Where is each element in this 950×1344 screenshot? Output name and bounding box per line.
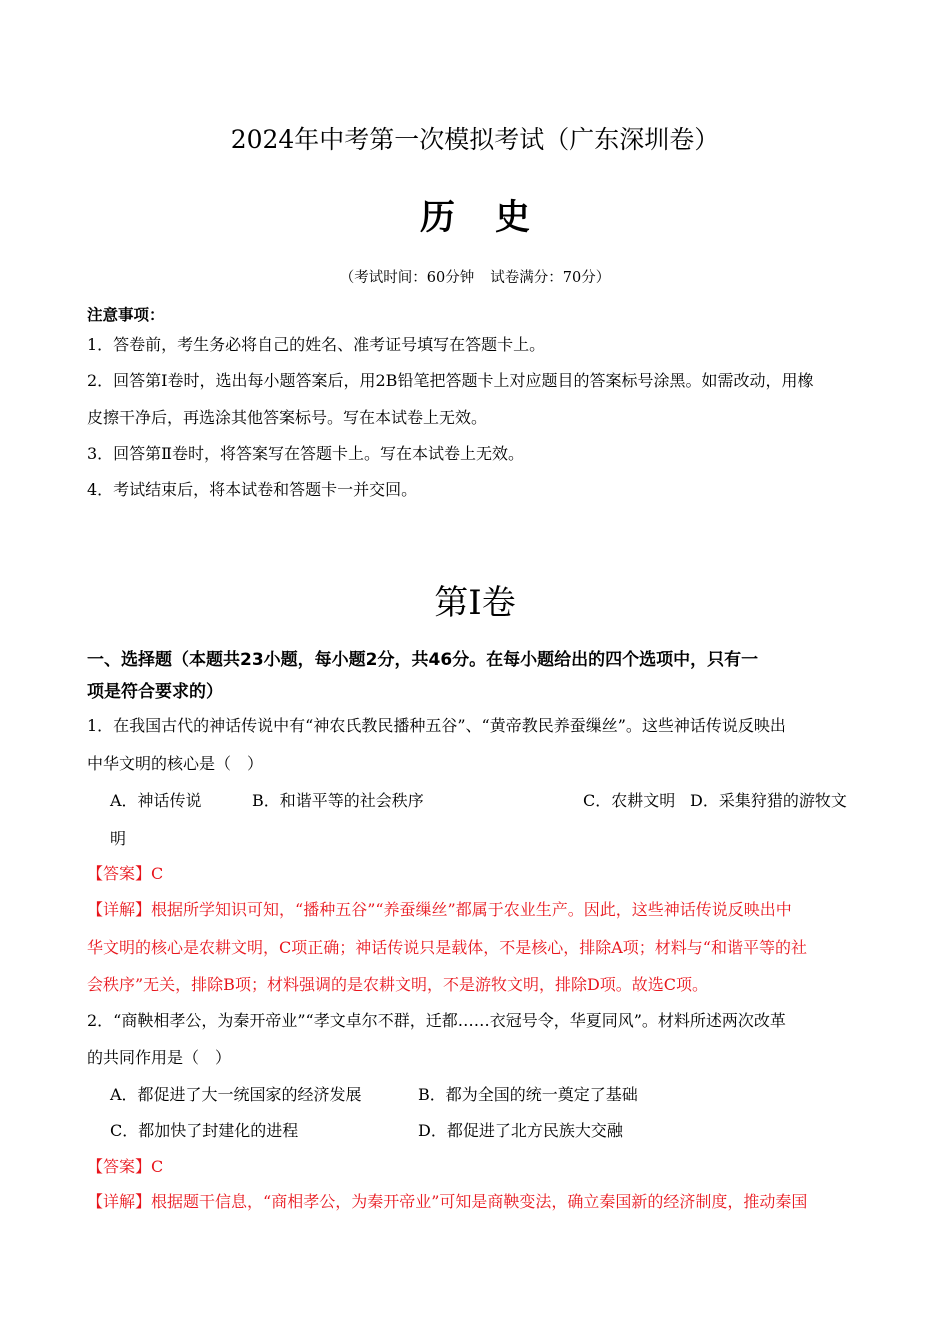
notice-item: 2．回答第Ⅰ卷时，选出每小题答案后，用2B铅笔把答题卡上对应题目的答案标号涂黑。如需改动，用橡 [87,371,814,390]
option-c: C．都加快了封建化的进程 [110,1121,299,1140]
question-stem-cont: 中华文明的核心是（ ） [87,754,264,773]
question-stem: 1．在我国古代的神话传说中有“神农氏教民播种五谷”、“黄帝教民养蚕缫丝”。这些神话传说反映出 [87,716,786,735]
answer-line [87,1156,163,1178]
option-a: A．神话传说 [110,791,202,810]
exam-score: 试卷满分：70分） [490,270,611,286]
explanation-label: 【详解】 [87,900,152,919]
option-d: D．采集狩猎的游牧文 [690,791,847,810]
explanation-label: 【详解】 [87,1192,152,1211]
option-d: D．都促进了北方民族大交融 [418,1121,623,1140]
notice-item: 1．答卷前，考生务必将自己的姓名、准考证号填写在答题卡上。 [87,335,546,354]
answer-value: C [151,1157,164,1176]
answer-value: C [151,864,164,883]
question-stem-cont: 的共同作用是（ ） [87,1048,232,1067]
exam-time: （考试时间：60分钟 [339,270,475,286]
option-d-cont: 明 [110,829,127,848]
section-heading: 一、选择题（本题共23小题，每小题2分，共46分。在每小题给出的四个选项中，只有一 [87,650,759,670]
explanation-line [87,1191,807,1213]
exam-info [0,268,950,288]
section-heading-cont: 项是符合要求的） [87,682,223,702]
explanation-text: 根据所学知识可知，“播种五谷”“养蚕缫丝”都属于农业生产。因此，这些神话传说反映出中 [151,900,792,919]
subject-title: 历史 [419,197,570,238]
option-a: A．都促进了大一统国家的经济发展 [110,1085,362,1104]
volume-title: 第Ⅰ卷 [434,583,516,623]
notice-item: 皮擦干净后，再选涂其他答案标号。写在本试卷上无效。 [87,408,488,427]
answer-label: 【答案】 [87,1157,152,1176]
explanation-text: 会秩序”无关，排除B项；材料强调的是农耕文明，不是游牧文明，排除D项。故选C项。 [87,975,709,994]
option-b: B．和谐平等的社会秩序 [252,791,424,810]
notice-heading: 注意事项： [87,306,165,324]
exam-title: 2024年中考第一次模拟考试（广东深圳卷） [230,125,720,154]
option-b: B．都为全国的统一奠定了基础 [418,1085,638,1104]
notice-item: 3．回答第Ⅱ卷时，将答案写在答题卡上。写在本试卷上无效。 [87,444,525,463]
answer-line [87,863,163,885]
explanation-line [87,899,792,921]
question-stem: 2．“商鞅相孝公，为秦开帝业”“孝文卓尔不群，迁都……衣冠号令，华夏同风”。材料所述两次改革 [87,1011,786,1030]
notice-item: 4．考试结束后，将本试卷和答题卡一并交回。 [87,480,418,499]
explanation-text: 根据题干信息，“商相孝公，为秦开帝业”可知是商鞅变法，确立秦国新的经济制度，推动秦国 [151,1192,808,1211]
answer-label: 【答案】 [87,864,152,883]
explanation-text: 华文明的核心是农耕文明，C项正确；神话传说只是载体，不是核心，排除A项；材料与“和谐平等的社 [87,938,807,957]
option-c: C．农耕文明 [583,791,676,810]
